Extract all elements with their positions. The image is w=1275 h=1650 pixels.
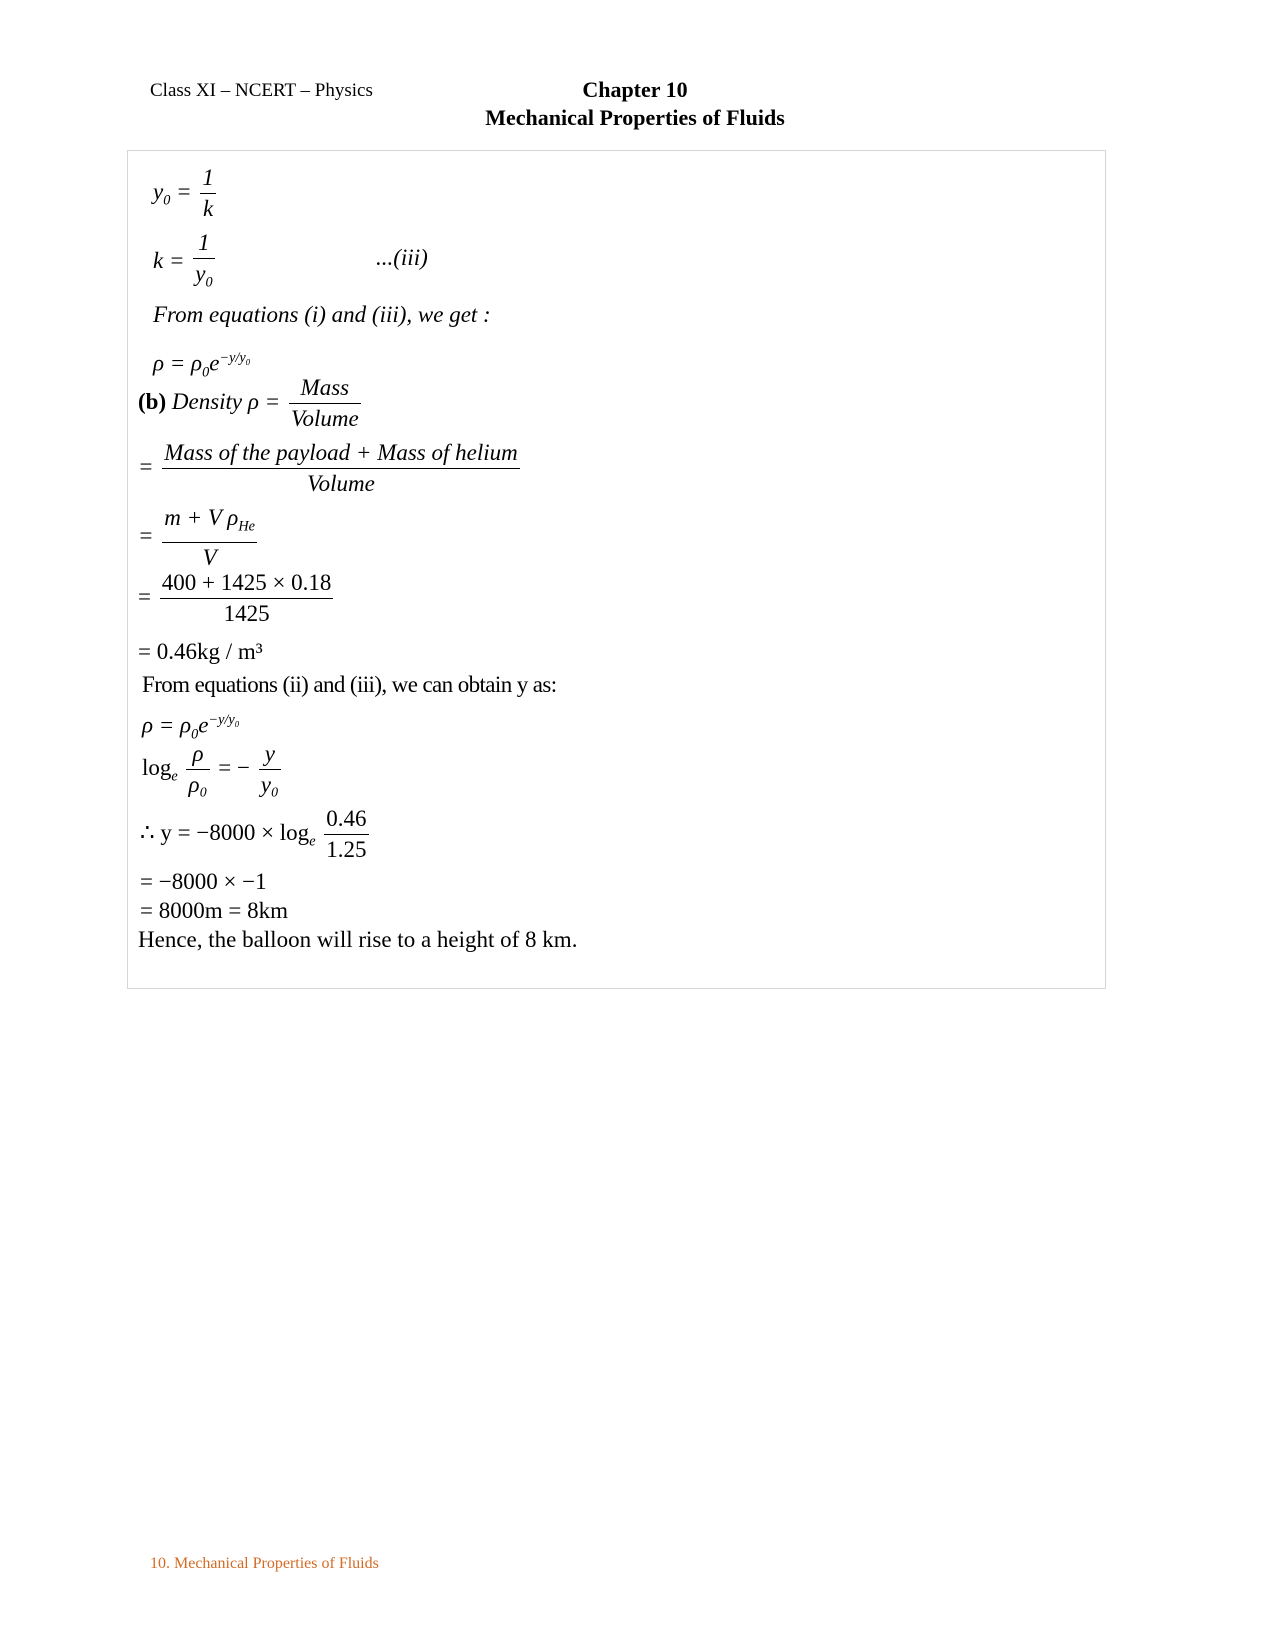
- equation-log-ratio: $\log_e$ $\frac{\rho}{\text{ρ₀}}$ = − $\frac{y}{\text{y₀}}$: [142, 741, 279, 797]
- equation-density-exp: $\rho = \rho_0e^{-y/y_0}$: [153, 350, 251, 381]
- equation-y-log: ∴ $y = -8000 \times \log_e$ $\frac{0.46}{1.25}$: [140, 806, 367, 862]
- chapter-title: Mechanical Properties of Fluids: [485, 105, 785, 130]
- density-result: = 0.46kg / m³: [138, 639, 263, 664]
- header-class-label: Class XI – NCERT – Physics: [150, 80, 373, 101]
- text-from-equations: From equations (i) and (iii), we get :: [153, 302, 491, 327]
- equation-y-result: = 8000m = 8km: [140, 898, 288, 923]
- equation-y0: $y_0$ = $\frac{1}{k}$: [153, 165, 214, 221]
- density-symbolic: = $\frac{m + V \rho_{He}}{V}$: [138, 505, 255, 570]
- solution-box: [127, 150, 1106, 989]
- equation-density-exp-2: $\rho = \rho_0e^{-y/y_0}$: [142, 712, 240, 743]
- part-b-density: (b) Density ρ = $\frac{\text{Mass}}{\text{Volume}}$: [138, 375, 359, 431]
- density-expansion: = $\frac{\text{Mass of the payload + Mass of helium}}{\text{Volume}}$: [138, 440, 518, 496]
- equation-tag-iii: ...(iii): [376, 245, 428, 270]
- text-obtain-y: From equations (ii) and (iii), we can obtain y as:: [142, 672, 557, 697]
- chapter-heading: [460, 76, 810, 132]
- equation-y-product: = −8000 × −1: [140, 869, 267, 894]
- page-footer: 10. Mechanical Properties of Fluids: [150, 1555, 379, 1572]
- conclusion-text: Hence, the balloon will rise to a height of 8 km.: [138, 927, 578, 952]
- chapter-number: Chapter 10: [582, 77, 688, 102]
- density-numeric: = $\frac{400 + 1425 \times 0.18}{1425}$: [138, 570, 332, 626]
- equation-k: k = $\frac{1}{y_0}$: [153, 230, 213, 291]
